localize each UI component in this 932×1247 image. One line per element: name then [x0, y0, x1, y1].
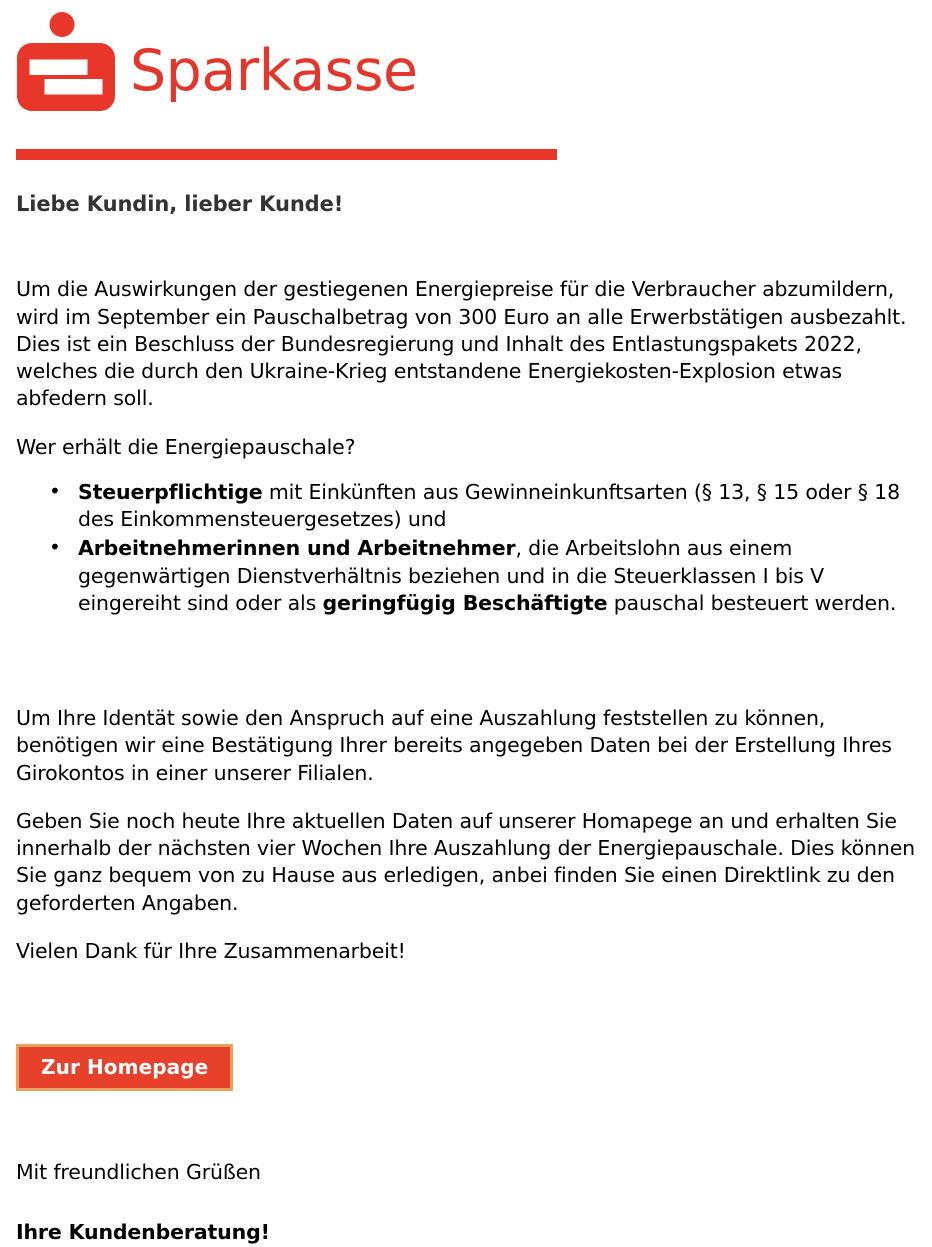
sparkasse-s-logo-icon — [16, 12, 116, 112]
list-item-text-tail: pauschal besteuert werden. — [607, 590, 897, 615]
button-spacer-bottom — [16, 1091, 916, 1159]
paragraph-identity: Um Ihre Identät sowie den Anspruch auf eine Auszahlung feststellen zu können, benötigen wir eine Bestätigung Ihrer bereits angegeben Daten bei der Erstellung Ihres Girokontos in einer unserer Filialen. — [16, 706, 892, 785]
paragraph-action: Geben Sie noch heute Ihre aktuellen Daten auf unserer Homapege an und erhalten Sie innerhalb der nächsten vier Wochen Ihre Auszahlung der Energiepauschale. Dies können Sie ganz bequem von zu Hause aus erledigen, anbei finden Sie einen Direktlink zu den geforderten Angaben. — [16, 808, 916, 915]
list-item-bold-lead: Steuerpflichtige — [78, 479, 263, 504]
red-divider-bar — [16, 149, 557, 160]
list-item-text: mit Einkünften aus Gewinneinkunftsarten (§ 13, § 15 oder § 18 des Einkommensteuergesetzes) und — [78, 479, 900, 532]
cta-container — [16, 1044, 916, 1091]
list-spacer — [16, 619, 916, 705]
list-item-text: , die Arbeitslohn aus einem gegenwärtigen Dienstverhältnis beziehen und in die Steuerklassen I bis V eingereiht sind oder als — [78, 536, 825, 615]
paragraph-intro: Um die Auswirkungen der gestiegenen Energiepreise für die Verbraucher abzumildern, wird im September ein Pauschalbetrag von 300 Euro an alle Erwerbstätigen ausbezahlt. Dies ist ein Beschluss der Bundesregierung und Inhalt des Entlastungspakets 2022, welches die durch den Ukraine-Krieg entstandene Energiekosten-Explosion etwas abfedern soll. — [16, 277, 907, 411]
greeting-heading: Liebe Kundin, lieber Kunde! — [16, 192, 344, 216]
button-spacer-top — [16, 986, 916, 1044]
list-item — [16, 535, 916, 617]
eligibility-list — [16, 479, 916, 617]
sign-off-name: Ihre Kundenberatung! — [16, 1220, 270, 1245]
sign-off-text: Mit freundlichen Grüßen — [16, 1160, 261, 1185]
list-item — [16, 479, 916, 534]
sparkasse-wordmark: Sparkasse — [130, 38, 418, 104]
sparkasse-logo — [16, 8, 418, 112]
zur-homepage-button[interactable]: Zur Homepage — [16, 1044, 233, 1091]
paragraph-question: Wer erhält die Energiepauschale? — [16, 434, 356, 459]
list-item-bold-second: geringfügig Beschäftigte — [322, 590, 608, 615]
paragraph-thanks: Vielen Dank für Ihre Zusammenarbeit! — [16, 938, 406, 963]
list-item-bold-lead: Arbeitnehmerinnen und Arbeitnehmer — [78, 536, 516, 561]
email-content — [16, 190, 916, 1247]
